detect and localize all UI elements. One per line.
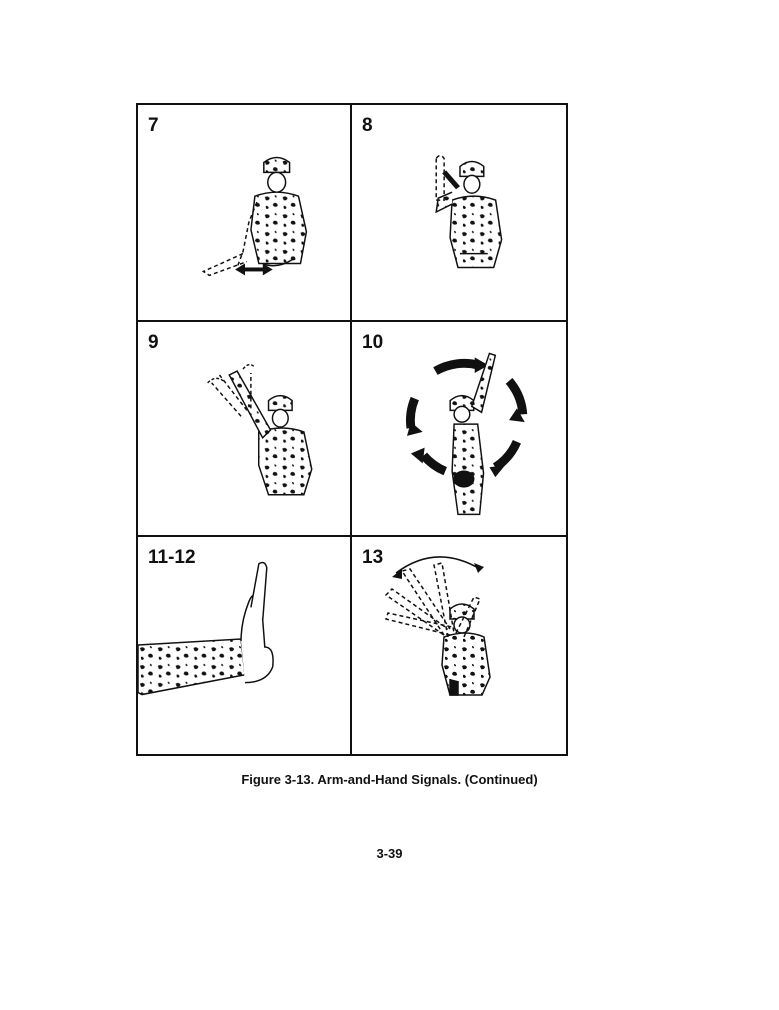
panel-label: 7 xyxy=(148,115,159,136)
signals-figure xyxy=(136,103,568,756)
panel-label: 11-12 xyxy=(148,547,196,568)
panel-label: 13 xyxy=(362,547,384,568)
panel-11-12 xyxy=(138,537,352,754)
panel-13 xyxy=(352,537,566,754)
soldier-signal-8-icon xyxy=(352,105,566,320)
soldier-signal-7-icon xyxy=(138,105,350,320)
panel-9 xyxy=(138,322,352,537)
panel-label: 10 xyxy=(362,332,384,353)
panel-7 xyxy=(138,105,352,322)
soldier-signal-9-icon xyxy=(138,322,350,535)
panel-8 xyxy=(352,105,566,322)
soldier-signal-10-icon xyxy=(352,322,566,535)
panel-label: 8 xyxy=(362,115,373,136)
figure-caption: Figure 3-13. Arm-and-Hand Signals. (Continued) xyxy=(241,772,538,787)
raised-hand-signal-icon xyxy=(138,537,350,754)
page-number: 3-39 xyxy=(376,846,403,861)
soldier-signal-13-icon xyxy=(352,537,566,754)
panel-label: 9 xyxy=(148,332,159,353)
panel-10 xyxy=(352,322,566,537)
